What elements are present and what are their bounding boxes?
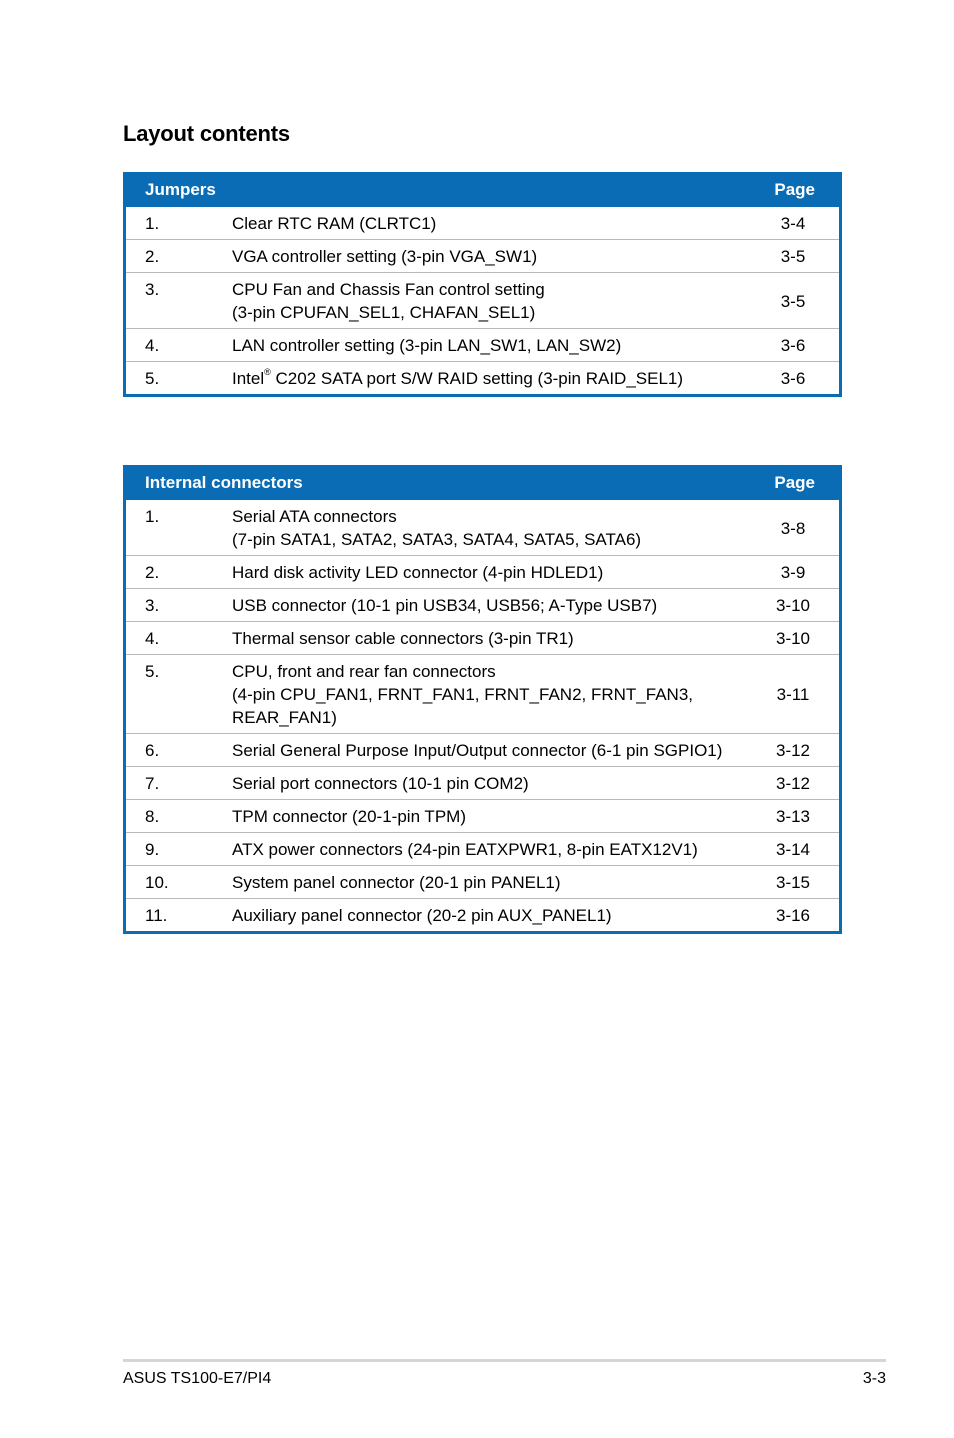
row-title-line: (4-pin CPU_FAN1, FRNT_FAN1, FRNT_FAN2, FRNT_FAN3,: [232, 685, 693, 704]
page-title: Layout contents: [123, 121, 290, 146]
row-title-line: USB connector (10-1 pin USB34, USB56; A-Type USB7): [232, 596, 658, 615]
row-title: [232, 561, 747, 584]
row-title-line: VGA controller setting (3-pin VGA_SW1): [232, 247, 538, 266]
table-row: [126, 555, 839, 588]
table-row: [126, 898, 839, 931]
row-page: 3-10: [775, 629, 811, 648]
row-title: [232, 334, 747, 357]
jumpers-table-header: [126, 175, 839, 207]
connectors-table-header: [126, 468, 839, 500]
footer-product: ASUS TS100-E7/PI4: [123, 1370, 272, 1387]
row-title: [232, 245, 747, 268]
jumpers-rows: [126, 207, 839, 394]
row-page: 3-9: [780, 563, 806, 582]
row-title: [232, 739, 747, 762]
row-page: 3-16: [775, 906, 811, 925]
row-number: 3.: [145, 596, 160, 615]
row-title: [232, 772, 747, 795]
jumpers-table: [123, 172, 842, 397]
row-title-line: REAR_FAN1): [232, 708, 337, 727]
row-number: 2.: [145, 563, 160, 582]
row-title-line: TPM connector (20-1-pin TPM): [232, 807, 466, 826]
row-number: 5.: [145, 662, 160, 681]
row-number: 10.: [145, 873, 169, 892]
row-title-line: Serial port connectors (10-1 pin COM2): [232, 774, 529, 793]
connectors-rows: [126, 500, 839, 931]
connectors-header-label: Internal connectors: [145, 473, 303, 492]
row-page: 3-11: [776, 685, 810, 704]
row-title-line: [232, 367, 747, 390]
row-page: 3-12: [775, 774, 811, 793]
row-title: [232, 367, 747, 390]
row-number: 1.: [145, 507, 160, 526]
table-row: [126, 733, 839, 766]
row-title: [232, 594, 747, 617]
table-row: [126, 621, 839, 654]
table-row: [126, 799, 839, 832]
row-page: 3-12: [775, 741, 811, 760]
row-number: 8.: [145, 807, 160, 826]
internal-connectors-table: [123, 465, 842, 934]
table-row: [126, 865, 839, 898]
row-number: 9.: [145, 840, 160, 859]
row-title-line: LAN controller setting (3-pin LAN_SW1, LAN_SW2): [232, 336, 622, 355]
row-number: 2.: [145, 247, 160, 266]
row-title-line: ATX power connectors (24-pin EATXPWR1, 8-pin EATX12V1): [232, 840, 698, 859]
table-row: [126, 500, 839, 555]
row-title: [232, 838, 747, 861]
row-page: 3-14: [775, 840, 811, 859]
row-number: 7.: [145, 774, 160, 793]
row-title: [232, 278, 747, 324]
table-row: [126, 239, 839, 272]
row-title-line: Auxiliary panel connector (20-2 pin AUX_PANEL1): [232, 906, 612, 925]
row-number: 4.: [145, 336, 160, 355]
row-title: [232, 627, 747, 650]
row-title-line: CPU, front and rear fan connectors: [232, 662, 496, 681]
connectors-page-header: Page: [774, 473, 815, 492]
table-row: [126, 588, 839, 621]
row-page: 3-8: [780, 518, 806, 538]
row-page: 3-15: [775, 873, 811, 892]
row-title: [232, 212, 747, 235]
row-number: 3.: [145, 280, 160, 299]
row-number: 1.: [145, 214, 160, 233]
intel-brand: Intel: [232, 369, 265, 388]
row-number: 4.: [145, 629, 160, 648]
row-page: 3-4: [780, 214, 806, 233]
row-title-line: CPU Fan and Chassis Fan control setting: [232, 280, 545, 299]
row-title: [232, 505, 747, 551]
table-row: [126, 272, 839, 328]
footer-page-number: 3-3: [862, 1370, 886, 1387]
table-row: [126, 654, 839, 733]
row-title: [232, 660, 747, 729]
row-title-line: Thermal sensor cable connectors (3-pin TR1): [232, 629, 574, 648]
row-number: 5.: [145, 369, 160, 388]
row-title-line: Serial General Purpose Input/Output connector (6-1 pin SGPIO1): [232, 741, 723, 760]
row-number: 11.: [145, 906, 168, 925]
row-page: 3-5: [780, 247, 806, 266]
table-row: [126, 766, 839, 799]
row-page: 3-6: [780, 336, 806, 355]
row-page: 3-10: [775, 596, 811, 615]
table-row: [126, 361, 839, 394]
table-row: [126, 328, 839, 361]
table-row: [126, 207, 839, 239]
row-title: [232, 871, 747, 894]
row-page: 3-5: [780, 291, 806, 311]
row-title: [232, 904, 747, 927]
registered-mark: ®: [264, 367, 271, 377]
row-title-line: Hard disk activity LED connector (4-pin HDLED1): [232, 563, 604, 582]
row-title-line: Clear RTC RAM (CLRTC1): [232, 214, 437, 233]
row-title-line: System panel connector (20-1 pin PANEL1): [232, 873, 561, 892]
row-title: [232, 805, 747, 828]
table-row: [126, 832, 839, 865]
jumpers-header-label: Jumpers: [145, 180, 216, 199]
row-number: 6.: [145, 741, 160, 760]
footer-divider: [123, 1359, 886, 1362]
jumpers-page-header: Page: [774, 180, 815, 199]
row-page: 3-13: [775, 807, 811, 826]
row-title-line: (3-pin CPUFAN_SEL1, CHAFAN_SEL1): [232, 303, 536, 322]
row-title-line: (7-pin SATA1, SATA2, SATA3, SATA4, SATA5, SATA6): [232, 530, 642, 549]
row-title-text: C202 SATA port S/W RAID setting (3-pin RAID_SEL1): [270, 369, 684, 388]
row-title-line: Serial ATA connectors: [232, 507, 397, 526]
row-page: 3-6: [780, 369, 806, 388]
